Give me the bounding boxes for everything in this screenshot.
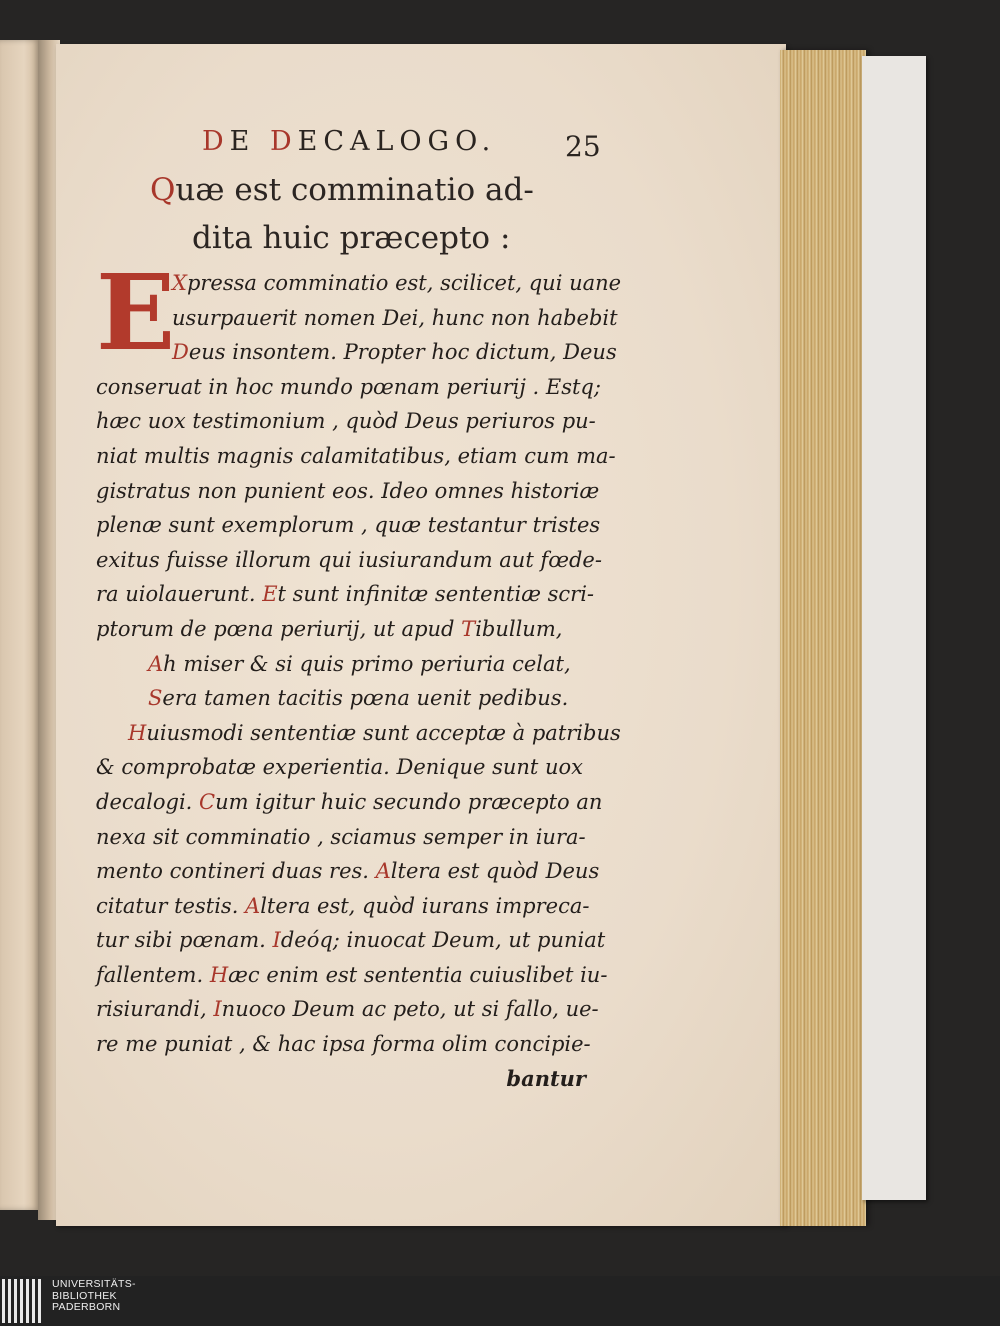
running-head-text: ECALOGO. [297, 126, 497, 157]
library-name-line: UNIVERSITÄTS- [52, 1278, 136, 1290]
text-segment: uiusmodi sententiæ sunt acceptæ à patribus [146, 720, 621, 745]
library-logo-icon [2, 1279, 42, 1323]
library-name-line: PADERBORN [52, 1301, 121, 1313]
rubric-letter: S [148, 686, 163, 711]
rubric-letter: I [213, 997, 222, 1022]
text-line [96, 923, 606, 958]
text-segment: h miser & si quis primo periuria celat, [163, 651, 571, 676]
page-fore-edge [780, 50, 866, 1226]
text-line [96, 820, 606, 855]
back-cover-board [862, 56, 926, 1200]
text-segment: niat multis magnis calamitatibus, etiam cum ma- [96, 443, 616, 468]
text-line [96, 577, 606, 612]
text-segment: t sunt infinitæ sententiæ scri- [277, 582, 595, 607]
text-segment: ltera est, quòd iurans impreca- [260, 893, 590, 918]
heading-line-2: dita huic præcepto : [192, 220, 511, 256]
catchword: bantur [506, 1065, 586, 1091]
text-segment: conseruat in hoc mundo pœnam periurij . Estq; [96, 374, 601, 399]
text-segment: ibullum, [475, 616, 563, 641]
rubric-letter: D [172, 340, 189, 365]
heading-line-1 [150, 166, 610, 214]
text-line [96, 508, 606, 543]
rubric-letter: H [209, 962, 229, 987]
text-line [96, 958, 606, 993]
text-line [96, 474, 606, 509]
text-segment: decalogi. [96, 789, 200, 814]
running-head [202, 126, 602, 166]
text-line [96, 992, 606, 1027]
library-name [52, 1279, 136, 1314]
text-segment: æc enim est sententia cuiuslibet iu- [228, 962, 608, 987]
text-segment: eus insontem. Propter hoc dictum, Deus [188, 340, 617, 365]
text-segment: um igitur huic secundo præcepto an [215, 789, 603, 814]
text-segment: era tamen tacitis pœna uenit pedibus. [162, 686, 569, 711]
text-segment: deóq; inuocat Deum, ut puniat [280, 928, 606, 953]
text-segment: risiurandi, [96, 997, 214, 1022]
previous-page-edge [0, 40, 40, 1210]
rubric-letter: D [269, 126, 298, 157]
library-name-line: BIBLIOTHEK [52, 1289, 117, 1302]
library-footer-bar [0, 1276, 1000, 1326]
text-line [96, 612, 606, 647]
page-number: 25 [565, 130, 601, 163]
text-segment: mento contineri duas res. [96, 859, 376, 884]
text-line [96, 335, 617, 370]
text-line [96, 439, 616, 474]
decorated-initial: E [96, 251, 176, 374]
body-text [96, 251, 622, 1096]
text-segment: gistratus non punient eos. Ideo omnes historiæ [96, 478, 600, 503]
heading-text: uæ est comminatio ad‑ [175, 172, 534, 208]
text-line [96, 681, 606, 716]
text-segment: re me puniat , & hac ipsa forma olim concipie- [96, 1032, 591, 1057]
text-line [96, 716, 621, 751]
rubric-letter: H [128, 720, 147, 745]
rubric-letter: T [461, 616, 476, 641]
text-segment: ptorum de pœna periurij, ut apud [96, 616, 462, 641]
text-line [96, 370, 606, 405]
text-segment: citatur testis. [96, 893, 246, 918]
text-line [96, 404, 606, 439]
running-head-text: E [229, 126, 256, 157]
text-segment: plenæ sunt exemplorum , quæ testantur tristes [96, 513, 601, 538]
text-segment: ltera est quòd Deus [390, 859, 600, 884]
text-segment: ra uiolauerunt. [96, 582, 263, 607]
text-line [96, 647, 606, 682]
text-segment: & comprobatæ experientia. Denique sunt uox [96, 755, 584, 780]
text-segment: fallentem. [96, 962, 210, 987]
text-segment: nuoco Deum ac peto, ut si fallo, ue- [221, 997, 599, 1022]
text-line [96, 266, 622, 301]
text-line [96, 301, 618, 336]
rubric-letter: C [199, 789, 216, 814]
text-line [96, 543, 606, 578]
text-segment: tur sibi pœnam. [96, 928, 273, 953]
text-segment: pressa comminatio est, scilicet, qui uane [186, 271, 622, 295]
text-segment: exitus fuisse illorum qui iusiurandum aut fœde- [96, 547, 602, 572]
text-segment: hæc uox testimonium , quòd Deus periuros pu- [96, 409, 596, 434]
text-segment: nexa sit comminatio , sciamus semper in iura- [96, 824, 586, 849]
rubric-letter: A [148, 651, 164, 676]
text-line [96, 785, 606, 820]
rubric-letter: I [272, 928, 281, 953]
rubric-letter: X [172, 271, 187, 295]
text-line [96, 750, 606, 785]
chapter-heading [150, 166, 610, 262]
text-line [96, 1027, 606, 1062]
rubric-letter: Q [150, 172, 176, 208]
text-line [96, 854, 606, 889]
text-segment: usurpauerit nomen Dei, hunc non habebit [172, 305, 618, 330]
rubric-letter: A [375, 859, 391, 884]
rubric-letter: E [262, 582, 278, 607]
text-line [96, 889, 606, 924]
rubric-letter: D [202, 126, 230, 157]
rubric-letter: A [245, 893, 261, 918]
